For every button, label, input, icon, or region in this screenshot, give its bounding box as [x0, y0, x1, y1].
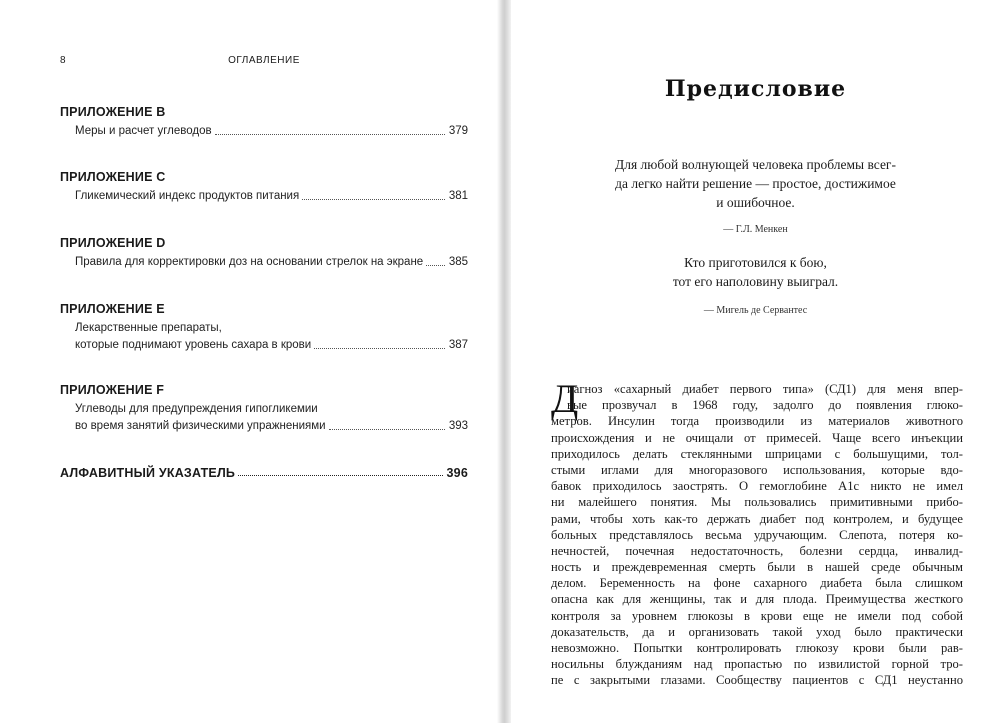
epigraph-1-attribution: — Г.Л. Менкен [723, 224, 788, 235]
body-line: бавок приходилось заострять. О гемоглобине A1c никто не имел [551, 479, 963, 494]
body-line: нечностей, почечная недостаточность, болезни сердца, инвалид- [551, 543, 963, 558]
toc-line [60, 123, 468, 140]
body-line: больных представлялось весьма удручающим. Слепота, потеря ко- [551, 527, 963, 542]
toc-line-text: Меры и расчет углеводов [75, 125, 212, 137]
body-line: стыми иглами для многоразового использования, которые вдо- [551, 462, 963, 477]
dot-leader [302, 199, 445, 200]
body-line: вые прозвучал в 1968 году, задолго до появления глюко- [567, 398, 963, 413]
toc-line-text: Лекарственные препараты, [75, 322, 222, 334]
toc-page-number: 385 [448, 256, 468, 268]
toc-page-number: 379 [448, 125, 468, 137]
toc-entry-appendix-f [60, 383, 468, 435]
toc-page-number: 381 [448, 190, 468, 202]
toc-heading: ПРИЛОЖЕНИЕ B [60, 105, 166, 119]
toc-page-number: 393 [448, 420, 468, 432]
body-line: ность и преждевременная смерть были в нашей среде обычным [551, 560, 963, 575]
dot-leader [314, 348, 445, 349]
toc-heading: ПРИЛОЖЕНИЕ F [60, 383, 165, 397]
body-line: носильны блужданиям над пропастью по извилистой горной тро- [551, 657, 963, 672]
book-gutter [497, 0, 511, 723]
body-line: пе с закрытыми глазами. Сообществу пациентов с СД1 неустанно [551, 673, 963, 688]
toc-line [60, 401, 468, 418]
toc-entry-index [60, 466, 468, 480]
toc-line [60, 188, 468, 205]
epigraph-line: Для любой волнующей человека проблемы всег- [615, 157, 896, 172]
foreword-body [551, 376, 963, 689]
toc-heading: ПРИЛОЖЕНИЕ C [60, 170, 166, 184]
chapter-title: Предисловие [664, 76, 847, 102]
toc-page-number: 396 [446, 466, 468, 480]
toc-line-text: Гликемический индекс продуктов питания [75, 190, 300, 202]
toc-line [60, 254, 468, 271]
body-line: делом. Беременность на фоне сахарного диабета была слишком [551, 576, 963, 591]
epigraph-line: тот его наполовину выиграл. [672, 274, 839, 289]
toc-line-text: во время занятий физическими упражнениями [75, 420, 326, 432]
body-line: опасна как для женщины, так и для плода. Преимущества жесткого [551, 592, 963, 607]
body-line: невозможно. Попытки контролировать глюкозу крови были рав- [551, 641, 963, 655]
body-line: приходилось делать стеклянными шприцами с большущими, тол- [551, 446, 963, 461]
dot-leader [329, 429, 445, 430]
drop-cap: Д [551, 376, 579, 421]
toc-entry-appendix-d [60, 236, 468, 271]
toc-line [60, 337, 468, 354]
toc-line-text: которые поднимают уровень сахара в крови [75, 339, 312, 351]
toc-line-text: Углеводы для предупреждения гипогликемии [75, 403, 318, 415]
dot-leader [238, 475, 442, 476]
running-title: ОГЛАВЛЕНИЕ [228, 55, 300, 66]
body-line: рами, чтобы хоть как-то держать диабет под контролем, и будущее [551, 511, 963, 526]
dot-leader [215, 134, 445, 135]
body-line: доказательств, да и организовать такой уход было практически [551, 624, 963, 639]
toc-heading: ПРИЛОЖЕНИЕ E [60, 302, 165, 316]
right-page [511, 0, 1000, 723]
toc-heading: ПРИЛОЖЕНИЕ D [60, 236, 166, 250]
epigraph-line: и ошибочное. [716, 195, 795, 210]
toc-page-number: 387 [448, 339, 468, 351]
epigraph-2-attribution: — Мигель де Сервантес [703, 305, 808, 316]
toc-entry-appendix-c [60, 170, 468, 205]
toc-line-text: Правила для корректировки доз на основании стрелок на экране [75, 256, 424, 268]
body-line: метров. Инсулин тогда производили из материалов животного [551, 414, 963, 429]
epigraph-2 [511, 253, 1000, 291]
toc-line [60, 320, 468, 337]
epigraph-1 [511, 155, 1000, 212]
toc-entry-appendix-e [60, 302, 468, 354]
body-line: происхождения и не очищали от примесей. Чаще всего инъекции [551, 430, 963, 445]
body-line: контроля за уровнем глюкозы в крови еще не имели под собой [551, 608, 963, 623]
body-line: иагноз «сахарный диабет первого типа» (СД1) для меня впер- [567, 382, 963, 396]
dot-leader [426, 265, 445, 266]
left-page [0, 0, 497, 723]
epigraph-line: Кто приготовился к бою, [684, 255, 827, 270]
toc-index-text: АЛФАВИТНЫЙ УКАЗАТЕЛЬ [60, 466, 236, 480]
toc-entry-appendix-b [60, 105, 468, 140]
body-line: ни малейшего понятия. Мы пользовались примитивными прибо- [551, 495, 963, 510]
page-number: 8 [60, 55, 67, 66]
toc-line [60, 418, 468, 435]
running-head [60, 55, 468, 69]
epigraph-line: да легко найти решение — простое, достижимое [615, 176, 896, 191]
